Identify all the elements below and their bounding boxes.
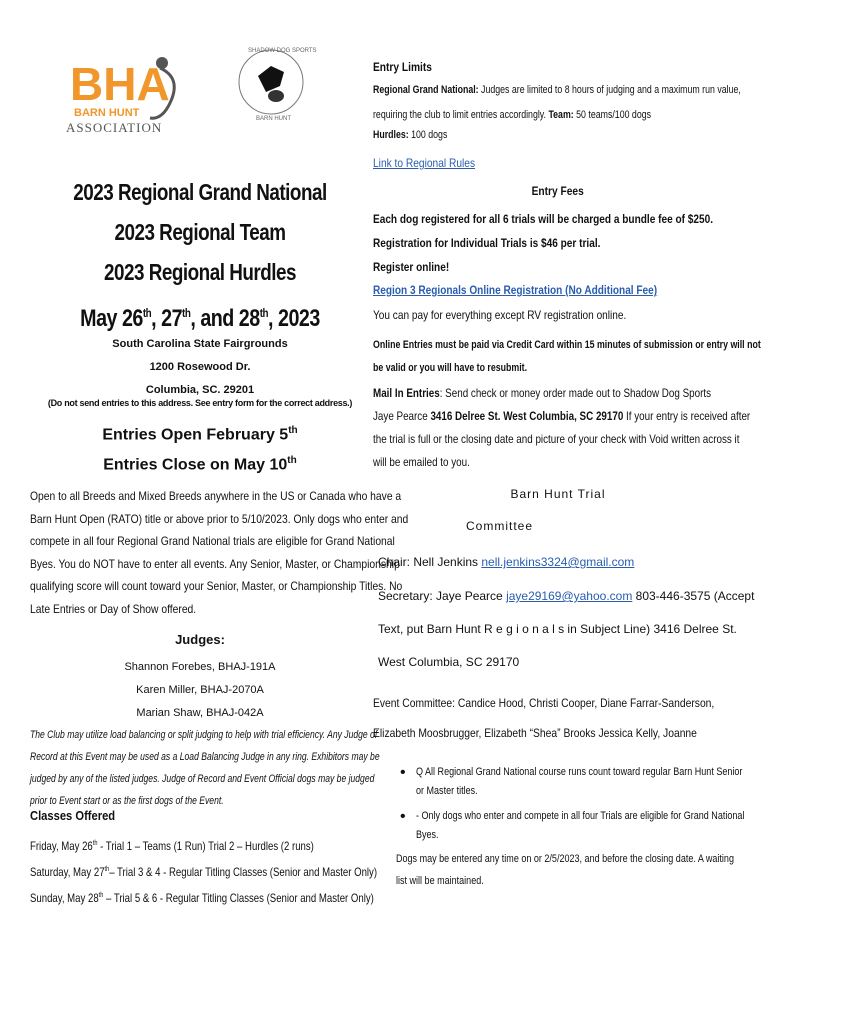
event-committee-line: Event Committee: Candice Hood, Christi Cooper, Diane Farrar-Sanderson, [373, 696, 715, 710]
secretary-label: Secretary: Jaye Pearce [378, 589, 507, 603]
seal-top-text: SHADOW DOG SPORTS [248, 48, 317, 54]
class-sup: th [98, 892, 104, 899]
online-entries-note [373, 334, 858, 380]
class-item [30, 832, 377, 858]
bullet-line: or Master titles. [416, 785, 478, 797]
judge-item: Karen Miller, BHAJ-2070A [136, 684, 264, 696]
bha-letters: BHA [70, 58, 170, 110]
entries-close-sup: th [287, 455, 297, 467]
title-team: 2023 Regional Team [114, 219, 286, 245]
bha-logo [62, 48, 182, 138]
judges-heading: Judges: [175, 632, 225, 647]
online-registration-link[interactable]: Region 3 Regionals Online Registration (No Additional Fee) [373, 283, 658, 297]
waitlist-note [396, 848, 808, 892]
regional-rules-link[interactable]: Link to Regional Rules [373, 156, 476, 170]
classes-heading: Classes Offered [30, 808, 116, 823]
event-titles [40, 172, 360, 340]
entries-close [40, 448, 360, 478]
venue [40, 333, 360, 402]
secretary-line2: Text, put Barn Hunt R e g i o n a l s in Subject Line) 3416 Delree St. [378, 622, 737, 636]
class-day: Sunday, May 28 [30, 891, 99, 905]
open-line: Open to all Breeds and Mixed Breeds anywhere in the US or Canada who have a [30, 489, 402, 503]
entry-limits-heading: Entry Limits [373, 60, 432, 74]
shadow-dog-seal [236, 36, 317, 128]
waitlist-line: list will be maintained. [396, 875, 484, 887]
club-note-line: prior to Event start or as the first dogs of the Event. [30, 795, 224, 807]
mail-line3: the trial is full or the closing date and picture of your check with Void written across it [373, 432, 740, 446]
mail-text: : Send check or money order made out to Shadow Dog Sports [439, 386, 712, 400]
judge-item: Shannon Forebes, BHAJ-191A [124, 661, 276, 673]
dates-pre: May 26 [80, 305, 143, 332]
hurdles-label: Hurdles: [373, 129, 409, 141]
rgn-label: Regional Grand National: [373, 84, 479, 96]
open-line: compete in all four Regional Grand National trials are eligible for Grand National [30, 534, 395, 548]
entries-dates [40, 418, 360, 479]
mail-name: Jaye Pearce [373, 409, 431, 423]
class-desc: – Trial 5 & 6 - Regular Titling Classes (Senior and Master Only) [103, 891, 374, 905]
club-note-line: Record at this Event may be used as a Load Balancing Judge in any ring. Exhibitors may be [30, 751, 380, 763]
open-line: Late Entries or Day of Show offered. [30, 601, 197, 616]
open-line: Byes. You do NOT have to enter all events. Any Senior, Master, or Championship [30, 556, 400, 571]
entry-fees-heading-text: Entry Fees [531, 184, 585, 198]
open-line: qualifying score will count toward your Senior, Master, or Championship Titles. No [30, 579, 403, 593]
committee-heading-line1: Barn Hunt Trial [510, 487, 606, 501]
class-day: Saturday, May 27 [30, 865, 105, 879]
mail-address: 3416 Delree St. West Columbia, SC 29170 [430, 409, 624, 423]
team-text: 50 teams/100 dogs [573, 109, 652, 121]
committee-heading [373, 487, 743, 501]
hurdles-limit-line [373, 129, 447, 141]
bullet-line: Q All Regional Grand National course runs count toward regular Barn Hunt Senior [416, 766, 743, 778]
waitlist-line: Dogs may be entered any time on or 2/5/2023, and before the closing date. A waiting [396, 853, 734, 865]
fee-lines [373, 207, 778, 279]
secretary-line [378, 589, 754, 603]
event-committee-line: Elizabeth Moosbrugger, Elizabeth “Shea” Brooks Jessica Kelly, Joanne [373, 726, 697, 740]
venue-line2: 1200 Rosewood Dr. [149, 361, 251, 373]
chair-line [378, 555, 634, 569]
seal-bottom-text: BARN HUNT [256, 116, 292, 122]
venue-line3: Columbia, SC. 29201 [145, 384, 255, 396]
class-sup: th [104, 866, 110, 873]
entry-fees-heading [373, 184, 743, 198]
fee-line: Each dog registered for all 6 trials will be charged a bundle fee of $250. [373, 212, 714, 226]
venue-line1: South Carolina State Fairgrounds [112, 338, 288, 350]
bullet-item [416, 763, 817, 801]
rgn-limit-line2 [373, 109, 651, 121]
dates-sup1: th [142, 306, 152, 320]
secretary-phone: 803-446-3575 (Accept [632, 589, 755, 603]
bullet-line: Byes. [416, 829, 439, 841]
team-label: Team: [548, 109, 574, 121]
open-line: Barn Hunt Open (RATO) title or above prior to 5/10/2023. Only dogs who enter and [30, 511, 409, 526]
fee-line: Register online! [373, 260, 450, 274]
entries-open-sup: th [288, 425, 298, 436]
venue-note: (Do not send entries to this address. See entry form for the correct address.) [47, 398, 353, 408]
rgn-limit-line [373, 84, 741, 96]
class-desc: – Trial 3 & 4 - Regular Titling Classes (Senior and Master Only) [109, 865, 378, 879]
secretary-email-link[interactable]: jaye29169@yahoo.com [506, 589, 633, 603]
secretary-line3: West Columbia, SC 29170 [378, 655, 520, 669]
judge-item: Marian Shaw, BHAJ-042A [136, 707, 264, 719]
mail-rest: If your entry is received after [623, 409, 751, 423]
dates-mid2: , and 28 [190, 305, 260, 332]
shadow-dog-seal-graphic [236, 36, 317, 128]
class-item [30, 858, 377, 884]
entries-close-text: Entries Close on May 10 [103, 456, 288, 474]
mail-line2 [373, 405, 750, 428]
online-note-line: be valid or you will have to resubmit. [373, 362, 528, 374]
notes-bullets [416, 763, 817, 845]
dates-post: , 2023 [268, 305, 320, 332]
club-note-line: judged by any of the listed judges. Judge of Record and Event Official dogs may be judged [30, 773, 375, 785]
online-note-line: Online Entries must be paid via Credit Card within 15 minutes of submission or entry will not [373, 339, 761, 351]
committee-heading-line2: Committee [466, 519, 534, 533]
mail-line1 [373, 382, 750, 405]
judges-list [40, 656, 360, 725]
class-desc: - Trial 1 – Teams (1 Run) Trial 2 – Hurdles (2 runs) [97, 839, 314, 853]
chair-email-link[interactable]: nell.jenkins3324@gmail.com [481, 555, 635, 569]
class-item [30, 884, 377, 910]
hurdles-text: 100 dogs [408, 129, 448, 141]
mail-line4: will be emailed to you. [373, 455, 470, 469]
dates-sup2: th [182, 306, 191, 320]
entries-open [40, 418, 360, 448]
dates-mid1: , 27 [151, 305, 183, 332]
class-sup: th [92, 840, 98, 847]
dates-sup3: th [259, 306, 269, 320]
mail-in-entries [373, 382, 833, 474]
rgn-text2: requiring the club to limit entries accordingly. [373, 109, 546, 121]
fee-line: Registration for Individual Trials is $46 per trial. [373, 236, 601, 250]
bha-logo-graphic [62, 48, 182, 138]
bullet-line: - Only dogs who enter and compete in all four Trials are eligible for Grand National [416, 810, 745, 822]
club-note-line: The Club may utilize load balancing or split judging to help with trial efficiency. Any Judge of [30, 729, 378, 741]
entries-open-text: Entries Open February 5 [102, 426, 289, 444]
mail-label: Mail In Entries [373, 386, 440, 400]
rv-note: You can pay for everything except RV registration online. [373, 308, 627, 322]
rgn-text: Judges are limited to 8 hours of judging and a maximum run value, [478, 84, 741, 96]
bha-line2: ASSOCIATION [66, 120, 163, 135]
title-grand-national: 2023 Regional Grand National [73, 179, 327, 205]
chair-label: Chair: Nell Jenkins [378, 555, 482, 569]
bha-line1: BARN HUNT [74, 107, 140, 119]
bullet-item [416, 807, 817, 845]
event-committee [373, 688, 770, 748]
title-hurdles: 2023 Regional Hurdles [104, 259, 296, 285]
class-day: Friday, May 26 [30, 839, 93, 853]
